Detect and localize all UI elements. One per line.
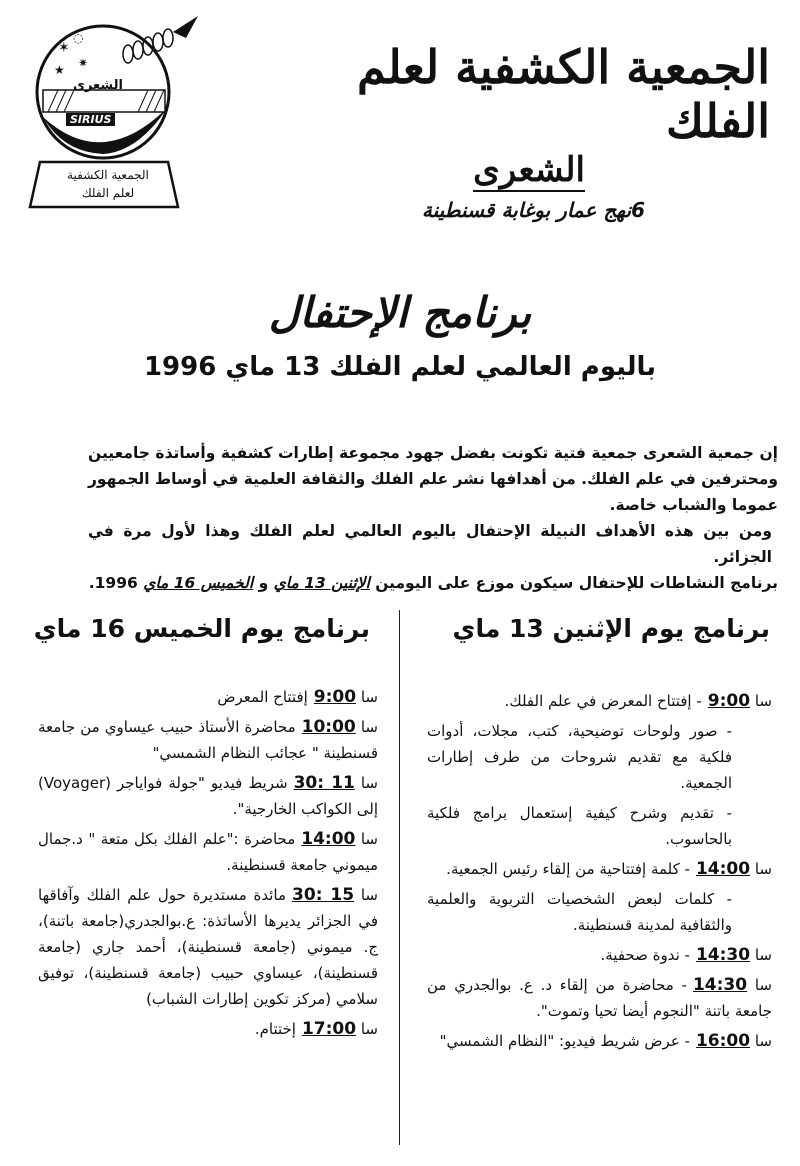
hour-prefix: سا bbox=[360, 886, 378, 904]
time-label: 9:00 bbox=[707, 691, 751, 711]
hour-prefix: سا bbox=[754, 860, 772, 878]
svg-text:✷: ✷ bbox=[78, 56, 89, 70]
intro-paragraph-2 bbox=[88, 518, 778, 570]
time-label: 14:30 bbox=[695, 945, 751, 965]
intro-paragraph-1: إن جمعية الشعرى جمعية فتية تكونت بفضل جهود مجموعة إطارات كشفية وأساتذة جامعيين ومحترفين في علم الفلك. من أهدافها نشر علم الفلك والثقافة العلمية في أوساط الجمهور عموما والشباب خاصة. bbox=[88, 444, 778, 514]
svg-text:★: ★ bbox=[54, 63, 65, 77]
svg-text:✶: ✶ bbox=[58, 40, 70, 56]
intro-p3-day1: الإثنين 13 ماي bbox=[273, 574, 370, 592]
monday-item bbox=[427, 942, 772, 968]
time-label: 14:00 bbox=[301, 829, 356, 849]
item-text: - كلمة إفتتاحية من إلقاء رئيس الجمعية. bbox=[446, 860, 690, 878]
monday-heading: برنامج يوم الإثنين 13 ماي bbox=[452, 614, 770, 643]
monday-item bbox=[427, 688, 772, 714]
thursday-item bbox=[38, 826, 378, 878]
item-text: - كلمات لبعض الشخصيات التربوية والعلمية والثقافية لمدينة قسنطينة. bbox=[427, 890, 732, 934]
time-label: 14:00 bbox=[695, 859, 751, 879]
monday-item bbox=[427, 800, 772, 852]
intro-p2-text: ومن بين هذه الأهداف النبيلة الإحتفال باليوم العالمي لعلم الفلك وهذا لأول مرة في الجزائر. bbox=[88, 522, 772, 566]
item-text: - عرض شريط فيديو: "النظام الشمسي" bbox=[439, 1032, 690, 1050]
time-label: 14:30 bbox=[692, 975, 748, 995]
item-text: محاضرة :"علم الفلك بكل متعة " د.جمال ميموني جامعة قسنطينة. bbox=[38, 830, 378, 874]
intro-p3-start: برنامج النشاطات للإحتفال سيكون موزع على اليومين bbox=[375, 574, 778, 592]
time-label: 17:00 bbox=[301, 1019, 357, 1039]
time-label: 9:00 bbox=[313, 687, 357, 707]
item-text: - تقديم وشرح كيفية إستعمال برامج فلكية بالحاسوب. bbox=[427, 804, 732, 848]
thursday-item bbox=[38, 1016, 378, 1042]
monday-item bbox=[427, 718, 772, 796]
intro-p3-day2: الخميس 16 ماي bbox=[143, 574, 254, 592]
logo-base-line1: الجمعية الكشفية bbox=[67, 168, 149, 182]
hour-prefix: سا bbox=[360, 774, 378, 792]
logo-base-line2: لعلم الفلك bbox=[81, 186, 135, 200]
item-text: مائدة مستديرة حول علم الفلك وآفاقها في الجزائر يديرها الأساتذة: ع.بوالجدري(جامعة باتنة)، ج. ميموني (جامعة قسنطينة)، أحمد جاري (جامعة قسنطينة)، عيساوي حبيب (جامعة قسنطينة)، توفيق سلامي (مركز تكوين إطارات الشباب) bbox=[38, 886, 378, 1008]
column-divider bbox=[399, 610, 400, 1145]
item-text: - محاضرة من إلقاء د. ع. بوالجدري من جامعة باتنة "النجوم أيضا تحيا وتموت". bbox=[427, 976, 772, 1020]
time-label: 11 :30 bbox=[293, 773, 355, 793]
time-label: 16:00 bbox=[695, 1031, 751, 1051]
hour-prefix: سا bbox=[360, 830, 378, 848]
hour-prefix: سا bbox=[754, 1032, 772, 1050]
intro-paragraph-3 bbox=[88, 570, 778, 596]
intro-text bbox=[88, 440, 778, 596]
monday-item bbox=[427, 856, 772, 882]
time-label: 10:00 bbox=[301, 717, 356, 737]
thursday-heading: برنامج يوم الخميس 16 ماي bbox=[33, 614, 370, 643]
address: 6نهج عمار بوغابة قسنطينة bbox=[421, 198, 645, 222]
intro-p3-end: 1996. bbox=[88, 574, 138, 592]
item-text: - ندوة صحفية. bbox=[600, 946, 690, 964]
item-text: محاضرة الأستاذ حبيب عيساوي من جامعة قسنطينة " عجائب النظام الشمسي" bbox=[38, 718, 378, 762]
hour-prefix: سا bbox=[360, 688, 378, 706]
hour-prefix: سا bbox=[754, 976, 772, 994]
org-title: الجمعية الكشفية لعلم الفلك bbox=[357, 40, 770, 148]
hour-prefix: سا bbox=[360, 1020, 378, 1038]
society-logo bbox=[18, 12, 203, 212]
item-text: إختتام. bbox=[254, 1020, 296, 1038]
svg-text:◌: ◌ bbox=[73, 31, 84, 45]
hour-prefix: سا bbox=[754, 946, 772, 964]
thursday-item bbox=[38, 770, 378, 822]
program-title: برنامج الإحتفال bbox=[268, 288, 532, 337]
intro-p3-and: و bbox=[258, 574, 269, 592]
item-text: - صور ولوحات توضيحية، كتب، مجلات، أدوات فلكية مع تقديم شروحات من طرف إطارات الجمعية. bbox=[427, 722, 732, 792]
item-text: إفتتاح المعرض bbox=[217, 688, 308, 706]
hour-prefix: سا bbox=[360, 718, 378, 736]
hour-prefix: سا bbox=[754, 692, 772, 710]
thursday-item bbox=[38, 714, 378, 766]
logo-band-text: SIRIUS bbox=[66, 113, 115, 126]
time-label: 15 :30 bbox=[292, 885, 355, 905]
thursday-item bbox=[38, 684, 378, 710]
monday-item bbox=[427, 972, 772, 1024]
item-text: شريط فيديو "جولة فواياجر (Voyager) إلى الكواكب الخارجية". bbox=[38, 774, 378, 818]
club-name: الشعرى bbox=[473, 150, 585, 190]
thursday-schedule bbox=[38, 684, 378, 1046]
logo-top-text: الشعرى bbox=[73, 78, 123, 93]
thursday-item bbox=[38, 882, 378, 1012]
program-subtitle: باليوم العالمي لعلم الفلك 13 ماي 1996 bbox=[143, 352, 657, 382]
monday-schedule bbox=[427, 688, 772, 1058]
item-text: - إفتتاح المعرض في علم الفلك. bbox=[504, 692, 702, 710]
monday-item bbox=[427, 886, 772, 938]
monday-item bbox=[427, 1028, 772, 1054]
